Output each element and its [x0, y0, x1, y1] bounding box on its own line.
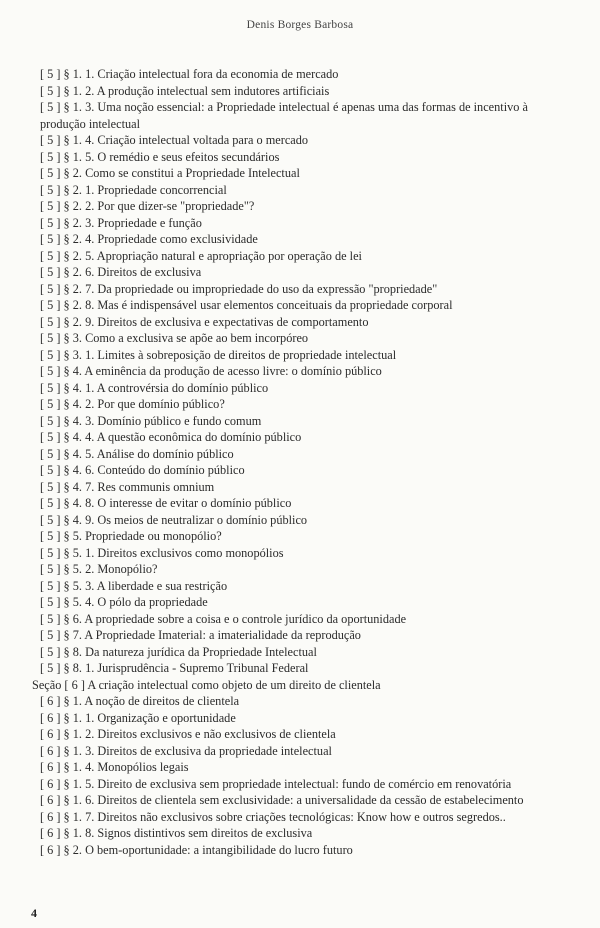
toc-entry: [ 6 ] § 1. 8. Signos distintivos sem direitos de exclusiva [40, 826, 313, 840]
toc-entry: [ 5 ] § 2. 7. Da propriedade ou impropriedade do uso da expressão "propriedade" [40, 281, 438, 296]
toc-entry: [ 5 ] § 4. 1. A controvérsia do domínio público [40, 380, 269, 395]
toc-entry: [ 5 ] § 4. 2. Por que domínio público? [40, 397, 225, 411]
toc-entry: [ 5 ] § 1. 4. Criação intelectual voltada para o mercado [40, 133, 309, 147]
toc-entry: [ 5 ] § 4. 4. A questão econômica do domínio público [40, 430, 302, 444]
toc-entry: [ 5 ] § 4. 3. Domínio público e fundo comum [40, 413, 262, 428]
toc-entry: [ 6 ] § 1. 6. Direitos de clientela sem exclusividade: a universalidade da cessão de estabelecimento [40, 793, 524, 807]
toc-entry: [ 5 ] § 2. 1. Propriedade concorrencial [40, 182, 227, 197]
toc-entry: [ 5 ] § 1. 3. Uma noção essencial: a Propriedade intelectual é apenas uma das formas de incentivo à [40, 100, 528, 114]
toc-entry: [ 5 ] § 2. 3. Propriedade e função [40, 215, 202, 230]
toc-entry: [ 5 ] § 8. Da natureza jurídica da Propriedade Intelectual [40, 644, 317, 659]
toc-entry: [ 5 ] § 5. 4. O pólo da propriedade [40, 595, 208, 609]
toc-entry: [ 5 ] § 3. 1. Limites à sobreposição de direitos de propriedade intelectual [40, 347, 397, 362]
toc-entry: [ 6 ] § 2. O bem-oportunidade: a intangibilidade do lucro futuro [40, 842, 353, 857]
toc-entry: [ 6 ] § 1. 2. Direitos exclusivos e não exclusivos de clientela [40, 727, 336, 741]
toc-entry: [ 5 ] § 7. A Propriedade Imaterial: a imaterialidade da reprodução [40, 628, 361, 642]
toc-entry: [ 6 ] § 1. 1. Organização e oportunidade [40, 710, 236, 725]
toc-entry: [ 5 ] § 5. 3. A liberdade e sua restrição [40, 578, 228, 593]
toc-entry: [ 6 ] § 1. 4. Monopólios legais [40, 760, 189, 774]
toc-entry: [ 6 ] § 1. A noção de direitos de clientela [40, 694, 240, 708]
toc-entry: [ 5 ] § 2. Como se constitui a Propriedade Intelectual [40, 166, 300, 180]
toc-entry: [ 5 ] § 4. 5. Análise do domínio público [40, 446, 234, 461]
page-number: 4 [31, 906, 37, 920]
toc-entry: [ 5 ] § 2. 8. Mas é indispensável usar elementos conceituais da propriedade corporal [40, 298, 453, 312]
toc-entry: [ 5 ] § 5. Propriedade ou monopólio? [40, 529, 222, 543]
toc-entry: [ 5 ] § 4. 6. Conteúdo do domínio público [40, 463, 245, 477]
toc-entry: [ 5 ] § 6. A propriedade sobre a coisa e o controle jurídico da oportunidade [40, 611, 407, 626]
toc-entry: [ 5 ] § 5. 1. Direitos exclusivos como monopólios [40, 545, 284, 560]
toc-entry: [ 5 ] § 2. 5. Apropriação natural e apropriação por operação de lei [40, 248, 362, 263]
running-header-author: Denis Borges Barbosa [246, 19, 354, 31]
toc-entry: [ 5 ] § 1. 2. A produção intelectual sem indutores artificiais [40, 83, 330, 98]
toc-entry: [ 6 ] § 1. 7. Direitos não exclusivos sobre criações tecnológicas: Know how e outros segredos.. [40, 809, 506, 824]
toc-entry: [ 5 ] § 3. Como a exclusiva se apõe ao bem incorpóreo [40, 331, 309, 345]
toc-entry: Seção [ 6 ] A criação intelectual como objeto de um direito de clientela [32, 677, 381, 692]
toc-entry: [ 5 ] § 2. 4. Propriedade como exclusividade [40, 232, 258, 246]
toc-entry: produção intelectual [40, 116, 141, 131]
toc-entry: [ 5 ] § 2. 9. Direitos de exclusiva e expectativas de comportamento [40, 314, 369, 329]
toc-entry: [ 5 ] § 4. 9. Os meios de neutralizar o domínio público [40, 512, 308, 527]
toc-entry: [ 5 ] § 2. 6. Direitos de exclusiva [40, 265, 202, 279]
toc-entry: [ 5 ] § 2. 2. Por que dizer-se "propriedade"? [40, 199, 255, 213]
toc-entry: [ 6 ] § 1. 3. Direitos de exclusiva da propriedade intelectual [40, 743, 332, 758]
toc-entry: [ 5 ] § 1. 1. Criação intelectual fora da economia de mercado [40, 67, 339, 81]
toc-entry: [ 6 ] § 1. 5. Direito de exclusiva sem propriedade intelectual: fundo de comércio em renovatória [40, 776, 512, 791]
toc-entry: [ 5 ] § 4. 7. Res communis omnium [40, 479, 215, 494]
toc-entry: [ 5 ] § 4. A eminência da produção de acesso livre: o domínio público [40, 364, 382, 378]
toc-entry: [ 5 ] § 4. 8. O interesse de evitar o domínio público [40, 496, 292, 510]
table-of-contents [32, 66, 600, 858]
toc-entry: [ 5 ] § 1. 5. O remédio e seus efeitos secundários [40, 149, 280, 164]
toc-entry: [ 5 ] § 8. 1. Jurisprudência - Supremo Tribunal Federal [40, 661, 309, 675]
toc-entry: [ 5 ] § 5. 2. Monopólio? [40, 562, 158, 576]
